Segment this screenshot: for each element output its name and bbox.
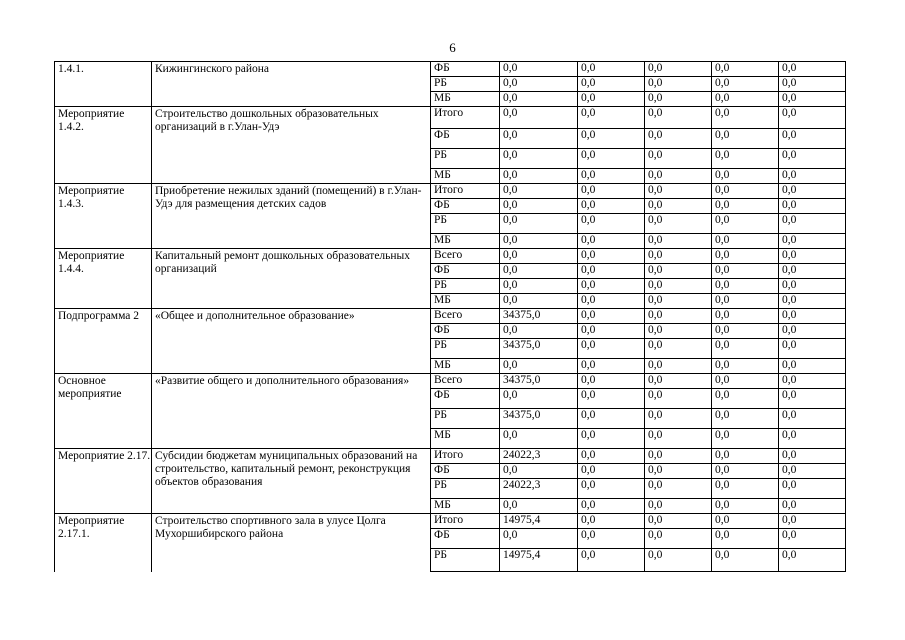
amount-cell: 0,0 bbox=[712, 234, 779, 249]
measure-description-cell: Приобретение нежилых зданий (помещений) в г.Улан-Удэ для размещения детских садов bbox=[152, 184, 431, 249]
amount-cell: 0,0 bbox=[578, 389, 645, 409]
amount-cell: 0,0 bbox=[779, 214, 846, 234]
amount-cell: 0,0 bbox=[500, 129, 578, 149]
funding-source-cell: ФБ bbox=[431, 389, 500, 409]
amount-cell: 0,0 bbox=[578, 429, 645, 449]
amount-cell: 0,0 bbox=[712, 449, 779, 464]
amount-cell: 0,0 bbox=[578, 549, 645, 572]
funding-source-cell: Всего bbox=[431, 309, 500, 324]
amount-cell: 0,0 bbox=[779, 429, 846, 449]
amount-cell: 0,0 bbox=[578, 499, 645, 514]
funding-source-cell: МБ bbox=[431, 359, 500, 374]
amount-cell: 0,0 bbox=[578, 129, 645, 149]
amount-cell: 0,0 bbox=[500, 359, 578, 374]
table-row bbox=[55, 514, 846, 529]
amount-cell: 0,0 bbox=[645, 324, 712, 339]
amount-cell: 24022,3 bbox=[500, 479, 578, 499]
funding-source-cell: ФБ bbox=[431, 529, 500, 549]
amount-cell: 0,0 bbox=[779, 464, 846, 479]
measure-name-cell: Мероприятие 2.17. bbox=[55, 449, 152, 514]
amount-cell: 34375,0 bbox=[500, 409, 578, 429]
amount-cell: 34375,0 bbox=[500, 374, 578, 389]
amount-cell: 0,0 bbox=[500, 294, 578, 309]
funding-source-cell: МБ bbox=[431, 294, 500, 309]
measure-description-cell: «Развитие общего и дополнительного образования» bbox=[152, 374, 431, 449]
amount-cell: 0,0 bbox=[645, 107, 712, 129]
amount-cell: 0,0 bbox=[645, 149, 712, 169]
measure-description-cell: «Общее и дополнительное образование» bbox=[152, 309, 431, 374]
amount-cell: 0,0 bbox=[500, 429, 578, 449]
amount-cell: 0,0 bbox=[645, 409, 712, 429]
amount-cell: 0,0 bbox=[578, 62, 645, 77]
amount-cell: 0,0 bbox=[578, 234, 645, 249]
amount-cell: 0,0 bbox=[712, 129, 779, 149]
amount-cell: 0,0 bbox=[500, 249, 578, 264]
budget-table bbox=[54, 61, 846, 572]
amount-cell: 0,0 bbox=[779, 62, 846, 77]
funding-source-cell: ФБ bbox=[431, 464, 500, 479]
amount-cell: 0,0 bbox=[779, 389, 846, 409]
amount-cell: 14975,4 bbox=[500, 514, 578, 529]
amount-cell: 0,0 bbox=[779, 169, 846, 184]
amount-cell: 34375,0 bbox=[500, 309, 578, 324]
amount-cell: 0,0 bbox=[500, 92, 578, 107]
funding-source-cell: ФБ bbox=[431, 129, 500, 149]
amount-cell: 0,0 bbox=[500, 389, 578, 409]
funding-source-cell: РБ bbox=[431, 214, 500, 234]
amount-cell: 0,0 bbox=[779, 514, 846, 529]
amount-cell: 0,0 bbox=[645, 389, 712, 409]
amount-cell: 0,0 bbox=[712, 359, 779, 374]
amount-cell: 0,0 bbox=[779, 264, 846, 279]
table-row bbox=[55, 249, 846, 264]
amount-cell: 0,0 bbox=[779, 249, 846, 264]
amount-cell: 0,0 bbox=[779, 294, 846, 309]
amount-cell: 0,0 bbox=[712, 214, 779, 234]
amount-cell: 0,0 bbox=[779, 529, 846, 549]
amount-cell: 0,0 bbox=[645, 184, 712, 199]
amount-cell: 0,0 bbox=[712, 339, 779, 359]
amount-cell: 0,0 bbox=[578, 77, 645, 92]
table-row bbox=[55, 449, 846, 464]
funding-source-cell: ФБ bbox=[431, 324, 500, 339]
funding-source-cell: РБ bbox=[431, 149, 500, 169]
amount-cell: 0,0 bbox=[578, 324, 645, 339]
funding-source-cell: Итого bbox=[431, 107, 500, 129]
amount-cell: 0,0 bbox=[712, 479, 779, 499]
amount-cell: 0,0 bbox=[500, 499, 578, 514]
amount-cell: 0,0 bbox=[779, 149, 846, 169]
page-number: 6 bbox=[449, 40, 456, 55]
amount-cell: 0,0 bbox=[779, 374, 846, 389]
amount-cell: 0,0 bbox=[712, 549, 779, 572]
amount-cell: 0,0 bbox=[712, 149, 779, 169]
amount-cell: 0,0 bbox=[578, 249, 645, 264]
funding-source-cell: РБ bbox=[431, 279, 500, 294]
amount-cell: 0,0 bbox=[578, 449, 645, 464]
funding-source-cell: ФБ bbox=[431, 199, 500, 214]
funding-source-cell: ФБ bbox=[431, 62, 500, 77]
amount-cell: 0,0 bbox=[712, 409, 779, 429]
amount-cell: 0,0 bbox=[712, 514, 779, 529]
funding-source-cell: РБ bbox=[431, 409, 500, 429]
amount-cell: 0,0 bbox=[645, 529, 712, 549]
amount-cell: 0,0 bbox=[578, 359, 645, 374]
amount-cell: 0,0 bbox=[712, 249, 779, 264]
amount-cell: 0,0 bbox=[645, 499, 712, 514]
amount-cell: 0,0 bbox=[500, 529, 578, 549]
measure-name-cell: Мероприятие 1.4.2. bbox=[55, 107, 152, 184]
amount-cell: 0,0 bbox=[712, 199, 779, 214]
amount-cell: 0,0 bbox=[500, 199, 578, 214]
amount-cell: 0,0 bbox=[578, 214, 645, 234]
funding-source-cell: РБ bbox=[431, 339, 500, 359]
funding-source-cell: МБ bbox=[431, 429, 500, 449]
measure-name-cell: Основное мероприятие bbox=[55, 374, 152, 449]
funding-source-cell: Итого bbox=[431, 184, 500, 199]
amount-cell: 24022,3 bbox=[500, 449, 578, 464]
measure-name-cell: Подпрограмма 2 bbox=[55, 309, 152, 374]
funding-source-cell: РБ bbox=[431, 479, 500, 499]
amount-cell: 0,0 bbox=[578, 339, 645, 359]
amount-cell: 0,0 bbox=[578, 309, 645, 324]
table-row bbox=[55, 107, 846, 129]
amount-cell: 0,0 bbox=[779, 449, 846, 464]
measure-name-cell: Мероприятие 2.17.1. bbox=[55, 514, 152, 572]
amount-cell: 0,0 bbox=[500, 464, 578, 479]
amount-cell: 0,0 bbox=[645, 374, 712, 389]
amount-cell: 0,0 bbox=[712, 499, 779, 514]
amount-cell: 0,0 bbox=[779, 107, 846, 129]
funding-source-cell: Всего bbox=[431, 249, 500, 264]
amount-cell: 0,0 bbox=[779, 479, 846, 499]
amount-cell: 0,0 bbox=[578, 409, 645, 429]
measure-description-cell: Субсидии бюджетам муниципальных образований на строительство, капитальный ремонт, реконструкция объектов образования bbox=[152, 449, 431, 514]
amount-cell: 0,0 bbox=[500, 279, 578, 294]
amount-cell: 0,0 bbox=[645, 92, 712, 107]
amount-cell: 0,0 bbox=[645, 309, 712, 324]
amount-cell: 0,0 bbox=[712, 107, 779, 129]
amount-cell: 0,0 bbox=[578, 107, 645, 129]
amount-cell: 0,0 bbox=[779, 279, 846, 294]
amount-cell: 0,0 bbox=[645, 479, 712, 499]
amount-cell: 0,0 bbox=[578, 479, 645, 499]
amount-cell: 0,0 bbox=[712, 374, 779, 389]
amount-cell: 0,0 bbox=[500, 149, 578, 169]
funding-source-cell: МБ bbox=[431, 234, 500, 249]
amount-cell: 0,0 bbox=[578, 92, 645, 107]
measure-name-cell: Мероприятие 1.4.3. bbox=[55, 184, 152, 249]
amount-cell: 0,0 bbox=[645, 359, 712, 374]
amount-cell: 0,0 bbox=[712, 279, 779, 294]
amount-cell: 0,0 bbox=[779, 199, 846, 214]
amount-cell: 0,0 bbox=[578, 529, 645, 549]
amount-cell: 0,0 bbox=[645, 514, 712, 529]
amount-cell: 0,0 bbox=[779, 359, 846, 374]
amount-cell: 0,0 bbox=[578, 264, 645, 279]
amount-cell: 0,0 bbox=[578, 279, 645, 294]
amount-cell: 0,0 bbox=[500, 107, 578, 129]
amount-cell: 0,0 bbox=[779, 77, 846, 92]
amount-cell: 0,0 bbox=[779, 184, 846, 199]
amount-cell: 0,0 bbox=[500, 214, 578, 234]
amount-cell: 0,0 bbox=[500, 234, 578, 249]
funding-source-cell: Всего bbox=[431, 374, 500, 389]
amount-cell: 0,0 bbox=[645, 464, 712, 479]
amount-cell: 0,0 bbox=[645, 169, 712, 184]
amount-cell: 0,0 bbox=[712, 464, 779, 479]
funding-source-cell: Итого bbox=[431, 449, 500, 464]
amount-cell: 0,0 bbox=[779, 92, 846, 107]
amount-cell: 0,0 bbox=[779, 549, 846, 572]
amount-cell: 14975,4 bbox=[500, 549, 578, 572]
amount-cell: 0,0 bbox=[779, 129, 846, 149]
table-row bbox=[55, 374, 846, 389]
amount-cell: 0,0 bbox=[712, 389, 779, 409]
amount-cell: 0,0 bbox=[645, 249, 712, 264]
amount-cell: 0,0 bbox=[645, 77, 712, 92]
funding-source-cell: МБ bbox=[431, 92, 500, 107]
amount-cell: 0,0 bbox=[578, 149, 645, 169]
amount-cell: 34375,0 bbox=[500, 339, 578, 359]
amount-cell: 0,0 bbox=[712, 309, 779, 324]
amount-cell: 0,0 bbox=[712, 529, 779, 549]
funding-source-cell: РБ bbox=[431, 549, 500, 572]
amount-cell: 0,0 bbox=[645, 234, 712, 249]
table-row bbox=[55, 309, 846, 324]
amount-cell: 0,0 bbox=[645, 199, 712, 214]
measure-description-cell: Строительство дошкольных образовательных организаций в г.Улан-Удэ bbox=[152, 107, 431, 184]
funding-source-cell: Итого bbox=[431, 514, 500, 529]
amount-cell: 0,0 bbox=[578, 464, 645, 479]
amount-cell: 0,0 bbox=[712, 294, 779, 309]
amount-cell: 0,0 bbox=[712, 77, 779, 92]
amount-cell: 0,0 bbox=[578, 514, 645, 529]
amount-cell: 0,0 bbox=[712, 92, 779, 107]
amount-cell: 0,0 bbox=[645, 339, 712, 359]
amount-cell: 0,0 bbox=[779, 499, 846, 514]
amount-cell: 0,0 bbox=[645, 294, 712, 309]
amount-cell: 0,0 bbox=[712, 169, 779, 184]
table-row bbox=[55, 184, 846, 199]
amount-cell: 0,0 bbox=[645, 264, 712, 279]
amount-cell: 0,0 bbox=[578, 199, 645, 214]
amount-cell: 0,0 bbox=[712, 324, 779, 339]
amount-cell: 0,0 bbox=[578, 374, 645, 389]
measure-name-cell: Мероприятие 1.4.4. bbox=[55, 249, 152, 309]
amount-cell: 0,0 bbox=[500, 169, 578, 184]
amount-cell: 0,0 bbox=[578, 184, 645, 199]
measure-description-cell: Строительство спортивного зала в улусе Цолга Мухоршибирского района bbox=[152, 514, 431, 572]
amount-cell: 0,0 bbox=[645, 549, 712, 572]
amount-cell: 0,0 bbox=[500, 77, 578, 92]
amount-cell: 0,0 bbox=[578, 294, 645, 309]
amount-cell: 0,0 bbox=[578, 169, 645, 184]
amount-cell: 0,0 bbox=[645, 279, 712, 294]
amount-cell: 0,0 bbox=[712, 62, 779, 77]
amount-cell: 0,0 bbox=[645, 62, 712, 77]
amount-cell: 0,0 bbox=[500, 62, 578, 77]
amount-cell: 0,0 bbox=[500, 264, 578, 279]
amount-cell: 0,0 bbox=[779, 324, 846, 339]
measure-name-cell: 1.4.1. bbox=[55, 62, 152, 107]
amount-cell: 0,0 bbox=[645, 129, 712, 149]
amount-cell: 0,0 bbox=[645, 214, 712, 234]
amount-cell: 0,0 bbox=[712, 429, 779, 449]
amount-cell: 0,0 bbox=[779, 309, 846, 324]
amount-cell: 0,0 bbox=[500, 324, 578, 339]
amount-cell: 0,0 bbox=[645, 429, 712, 449]
amount-cell: 0,0 bbox=[712, 184, 779, 199]
table-row bbox=[55, 62, 846, 77]
amount-cell: 0,0 bbox=[645, 449, 712, 464]
measure-description-cell: Капитальный ремонт дошкольных образовательных организаций bbox=[152, 249, 431, 309]
amount-cell: 0,0 bbox=[712, 264, 779, 279]
amount-cell: 0,0 bbox=[779, 234, 846, 249]
amount-cell: 0,0 bbox=[500, 184, 578, 199]
measure-description-cell: Кижингинского района bbox=[152, 62, 431, 107]
amount-cell: 0,0 bbox=[779, 339, 846, 359]
funding-source-cell: РБ bbox=[431, 77, 500, 92]
amount-cell: 0,0 bbox=[779, 409, 846, 429]
funding-source-cell: МБ bbox=[431, 499, 500, 514]
funding-source-cell: ФБ bbox=[431, 264, 500, 279]
funding-source-cell: МБ bbox=[431, 169, 500, 184]
